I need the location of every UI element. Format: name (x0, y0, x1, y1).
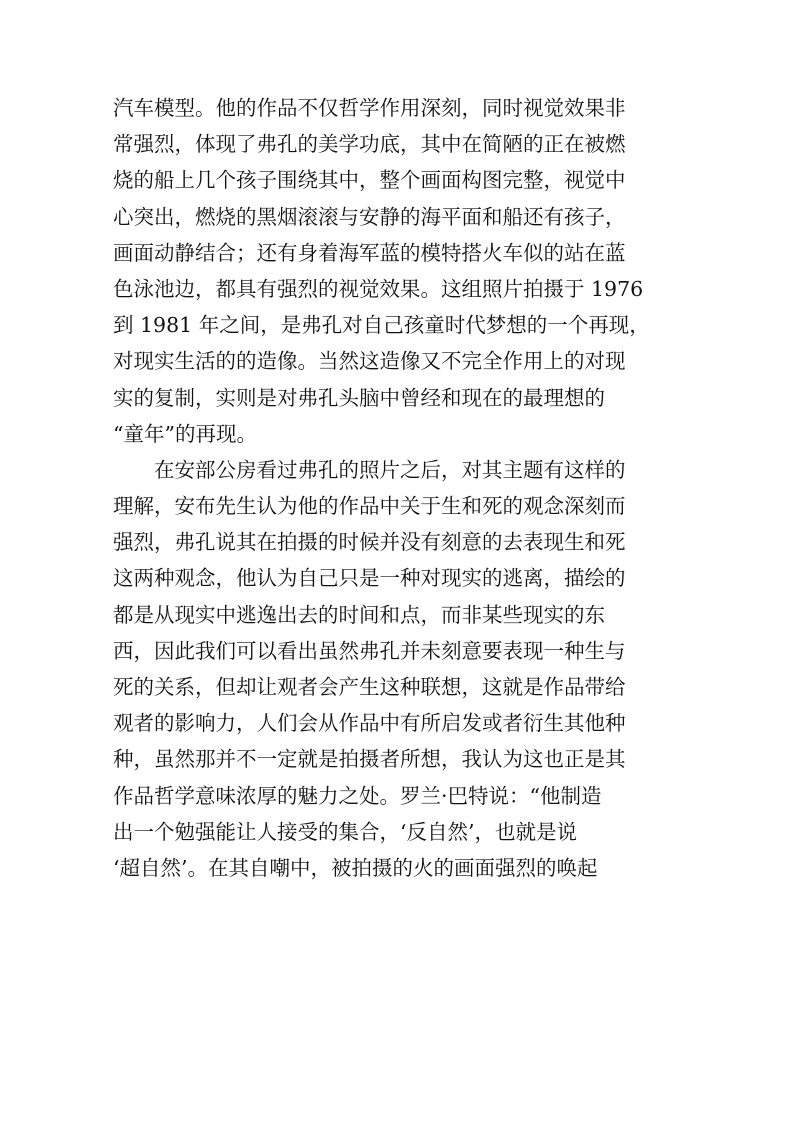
text-line: 强烈，弗孔说其在拍摄的时候并没有刻意的去表现生和死 (113, 530, 626, 555)
text-line: 西，因此我们可以看出虽然弗孔并未刻意要表现一种生与 (113, 638, 626, 663)
text-line: 实的复制，实则是对弗孔头脑中曾经和现在的最理想的 (113, 385, 605, 410)
text-line: 出一个勉强能让人接受的集合，‘反自然’，也就是说 (113, 819, 578, 844)
text-line: 汽车模型。他的作品不仅哲学作用深刻，同时视觉效果非 (113, 96, 626, 120)
text-line: 心突出，燃烧的黑烟滚滚与安静的海平面和船还有孩子， (113, 204, 626, 229)
text-line: 色泳池边，都具有强烈的视觉效果。这组照片拍摄于 1976 (113, 276, 644, 301)
text-line: 观者的影响力，人们会从作品中有所启发或者衍生其他种 (113, 711, 626, 736)
text-line: 种，虽然那并不一定就是拍摄者所想，我认为这也正是其 (113, 747, 626, 772)
text-line: 常强烈，体现了弗孔的美学功底，其中在简陋的正在被燃 (113, 132, 626, 157)
text-line: 理解，安布先生认为他的作品中关于生和死的观念深刻而 (113, 494, 626, 519)
text-line: 对现实生活的的造像。当然这造像又不完全作用上的对现 (113, 349, 626, 374)
paragraph-2 (113, 452, 673, 886)
text-line-indented: 在安部公房看过弗孔的照片之后，对其主题有这样的 (154, 457, 626, 482)
text-line: ‘超自然’。在其自嘲中，被拍摄的火的画面强烈的唤起 (113, 855, 598, 880)
text-line: 这两种观念，他认为自己只是一种对现实的逃离，描绘的 (113, 566, 626, 591)
document-page (113, 90, 673, 886)
paragraph-1 (113, 90, 673, 452)
text-line: 作品哲学意味浓厚的魅力之处。罗兰·巴特说：“他制造 (113, 783, 602, 808)
text-line: 画面动静结合；还有身着海军蓝的模特搭火车似的站在蓝 (113, 240, 626, 265)
text-line: 烧的船上几个孩子围绕其中，整个画面构图完整，视觉中 (113, 168, 626, 193)
text-line: 都是从现实中逃逸出去的时间和点，而非某些现实的东 (113, 602, 605, 627)
text-line: 死的关系，但却让观者会产生这种联想，这就是作品带给 (113, 675, 626, 699)
text-line: “童年”的再现。 (113, 421, 257, 446)
text-line: 到 1981 年之间，是弗孔对自己孩童时代梦想的一个再现， (113, 313, 650, 338)
